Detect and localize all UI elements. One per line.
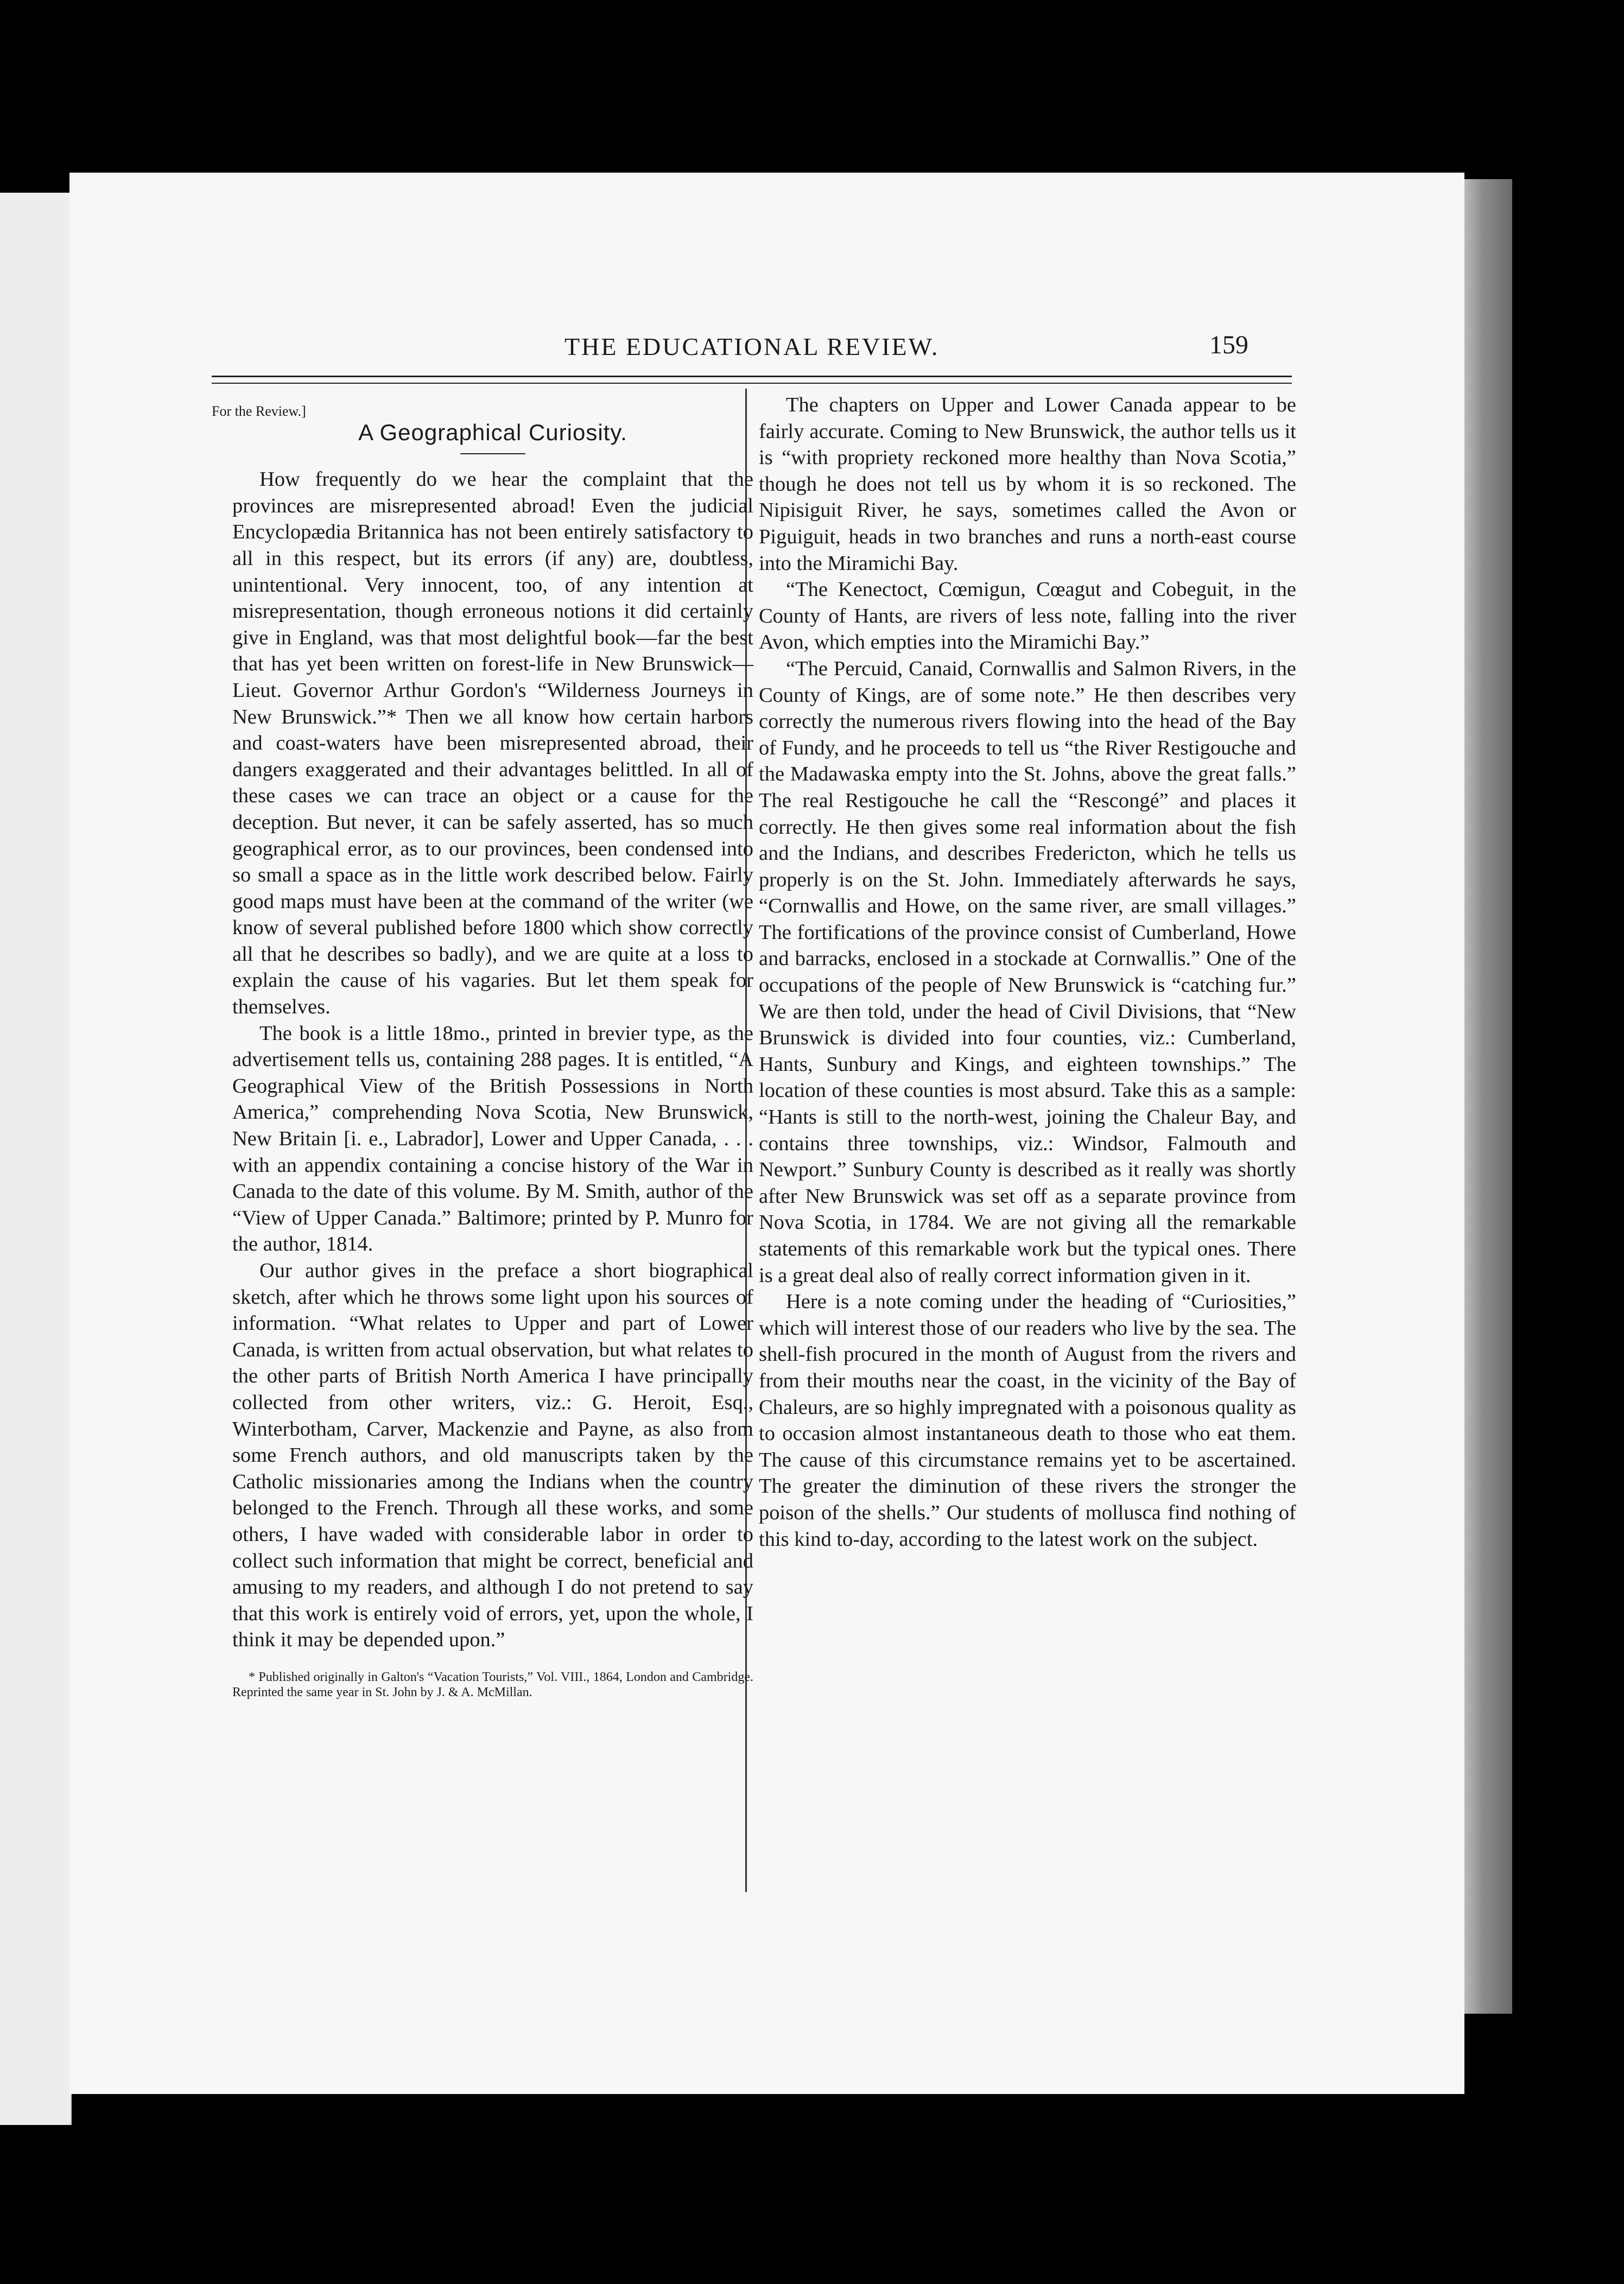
page-number: 159 bbox=[1209, 331, 1248, 359]
article-title: A Geographical Curiosity. bbox=[358, 419, 627, 445]
paragraph: How frequently do we hear the complaint that the provinces are misrepresented abroad! Even the judicial Encyclopædia Britannica has not been entirely satisfactory to all in this respect, but its errors (if any) are, doubtless, unintentional. Very innocent, too, of any intention at misrepresentation, though erroneous notions it did certainly give in England, was that most delightful book—far the best that has yet been written on forest-life in New Brunswick—Lieut. Governor Arthur Gordon's “Wilderness Journeys in New Brunswick.”* Then we all know how certain harbors and coast-waters have been misrepresented abroad, their dangers exaggerated and their advantages belittled. In all of these cases we can trace an object or a cause for the deception. But never, it can be safely asserted, has so much geographical error, as to our provinces, been condensed into so small a space as in the little work described below. Fairly good maps must have been at the command of the writer (we know of several published before 1800 which show correctly all that he describes so badly), and we are quite at a loss to explain the cause of his vagaries. But let them speak for themselves. bbox=[232, 468, 753, 1019]
paragraph: The chapters on Upper and Lower Canada appear to be fairly accurate. Coming to New Brunswick, the author tells us it is “with propriety reckoned more healthy than Nova Scotia,” though he does not tell us by whom it is so reckoned. The Nipisiguit River, he says, sometimes called the Avon or Piguiguit, heads in two branches and runs a north-east course into the Miramichi Bay. bbox=[759, 394, 1296, 575]
footnote: * Published originally in Galton's “Vacation Tourists,” Vol. VIII., 1864, London and Cambridge. Reprinted the same year in St. John by J. & A. McMillan. bbox=[232, 1670, 753, 1699]
title-rule bbox=[460, 453, 525, 454]
book-page-stack bbox=[1463, 179, 1512, 2014]
facing-page-edge bbox=[0, 193, 72, 2125]
right-column bbox=[759, 392, 1296, 1552]
paragraph: The book is a little 18mo., printed in brevier type, as the advertisement tells us, containing 288 pages. It is entitled, “A Geographical View of the British Possessions in North America,” comprehending Nova Scotia, New Brunswick, New Britain [i. e., Labrador], Lower and Upper Canada, . . . with an appendix containing a concise history of the War in Canada to the date of this volume. By M. Smith, author of the “View of Upper Canada.” Baltimore; printed by P. Munro for the author, 1814. bbox=[232, 1022, 753, 1256]
paragraph: Our author gives in the preface a short biographical sketch, after which he throws some light upon his sources of information. “What relates to Upper and part of Lower Canada, is written from actual observation, but what relates to the other parts of British North America I have principally collected from other writers, viz.: G. Heroit, Esq., Winterbotham, Carver, Mackenzie and Payne, as also from some French authors, and old manuscripts taken by the Catholic missionaries among the Indians when the country belonged to the French. Through all these works, and some others, I have waded with considerable labor in order to collect such information that might be correct, beneficial and amusing to my readers, and although I do not pretend to say that this work is entirely void of errors, yet, upon the whole, I think it may be depended upon.” bbox=[232, 1259, 753, 1652]
header-rule bbox=[212, 376, 1292, 384]
paragraph: “The Kenectoct, Cœmigun, Cœagut and Cobeguit, in the County of Hants, are rivers of less note, falling into the river Avon, which empties into the Miramichi Bay.” bbox=[759, 578, 1296, 654]
source-note: For the Review.] bbox=[212, 403, 306, 419]
left-column bbox=[212, 392, 753, 1700]
running-title: THE EDUCATIONAL REVIEW. bbox=[564, 333, 940, 360]
paragraph: Here is a note coming under the heading of “Curiosities,” which will interest those of our readers who live by the sea. The shell-fish procured in the month of August from the rivers and from their mouths near the coast, in the vicinity of the Bay of Chaleurs, are so highly impregnated with a poisonous quality as to occasion almost instantaneous death to those who eat them. The cause of this circumstance remains yet to be ascertained. The greater the diminution of these rivers the stronger the poison of the shells.” Our students of mollusca find nothing of this kind to-day, according to the latest work on the subject. bbox=[759, 1290, 1296, 1551]
paragraph: “The Percuid, Canaid, Cornwallis and Salmon Rivers, in the County of Kings, are of some note.” He then describes very correctly the numerous rivers flowing into the head of the Bay of Fundy, and he proceeds to tell us “the River Restigouche and the Madawaska empty into the St. Johns, above the great falls.” The real Restigouche he call the “Rescongé” and places it correctly. He then gives some real information about the fish and the Indians, and describes Fredericton, which he tells us properly is on the St. John. Immediately afterwards he says, “Cornwallis and Howe, on the same river, are small villages.” The fortifications of the province consist of Cumberland, Howe and barracks, enclosed in a stockade at Cornwallis.” One of the occupations of the people of New Brunswick is “catching fur.” We are then told, under the head of Civil Divisions, that “New Brunswick is divided into four counties, viz.: Cumberland, Hants, Sunbury and Kings, and eighteen townships.” The location of these counties is most absurd. Take this as a sample: “Hants is still to the north-west, joining the Chaleur Bay, and contains three townships, viz.: Windsor, Falmouth and Newport.” Sunbury County is described as it really was shortly after New Brunswick was set off as a separate province from Nova Scotia, in 1784. We are not giving all the remarkable statements of this remarkable work but the typical ones. There is a great deal also of really correct information given in it. bbox=[759, 657, 1296, 1287]
